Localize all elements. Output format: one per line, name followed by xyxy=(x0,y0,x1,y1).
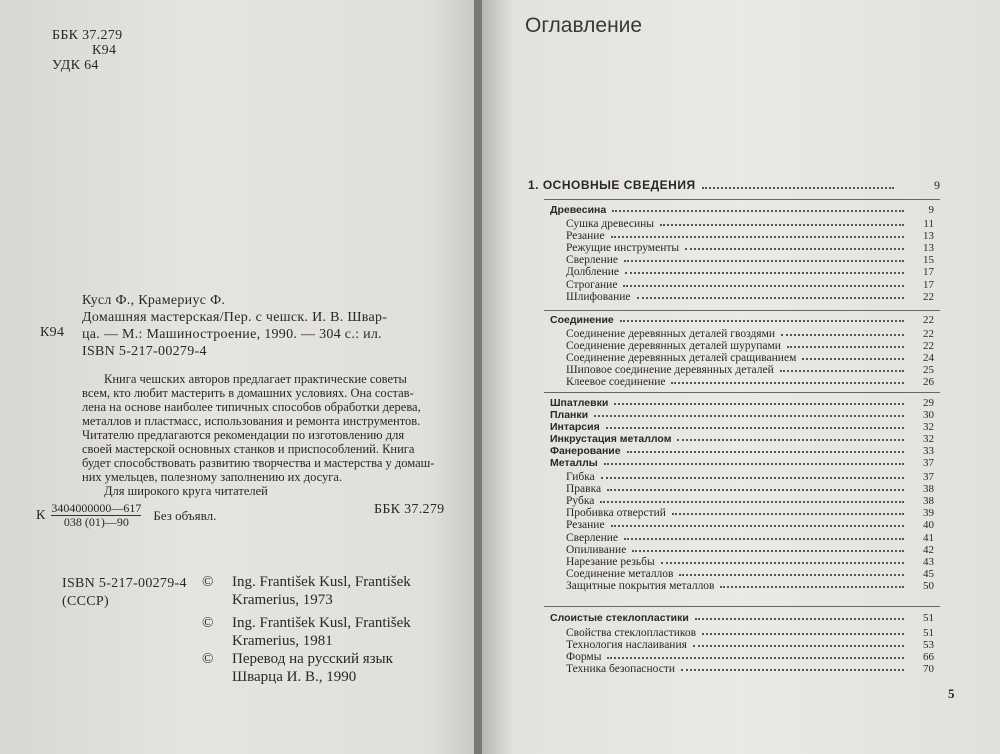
entry-page: 17 xyxy=(923,278,934,291)
authors: Кусл Ф., Крамериус Ф. xyxy=(82,293,226,308)
toc-entry xyxy=(566,364,934,376)
annotation-line: своей мастерской основных станков и приспособлений. Книга xyxy=(82,442,415,456)
dot-leader xyxy=(607,483,904,491)
bbk-footer: ББК 37.279 xyxy=(374,502,445,517)
entry-label: Шлифование xyxy=(566,290,631,303)
toc-chapter xyxy=(528,178,940,193)
code-fraction xyxy=(51,502,141,529)
entry-page: 22 xyxy=(923,314,934,326)
entry-label: Правка xyxy=(566,483,602,496)
toc-entry xyxy=(566,230,934,242)
toc-section xyxy=(550,457,934,469)
left-page xyxy=(0,0,478,754)
dot-leader xyxy=(611,230,904,238)
entry-page: 30 xyxy=(923,409,934,421)
copyright-line: Ing. František Kusl, František xyxy=(232,615,411,631)
toc-entry xyxy=(566,627,934,639)
entry-page: 66 xyxy=(923,651,934,664)
annotation-line: лена на основе наиболее типичных способов обработки дерева, xyxy=(82,400,421,414)
dot-leader xyxy=(781,328,904,336)
entry-page: 32 xyxy=(923,433,934,445)
entry-page: 38 xyxy=(923,483,934,496)
entry-label: Интарсия xyxy=(550,421,600,433)
section-rule xyxy=(544,606,940,607)
toc-entry xyxy=(566,279,934,291)
dot-leader xyxy=(677,433,904,441)
copyright-line: Kramerius, 1973 xyxy=(232,592,333,608)
entry-page: 38 xyxy=(923,495,934,508)
entry-page: 22 xyxy=(923,328,934,340)
entry-page: 17 xyxy=(923,266,934,279)
section-rule xyxy=(544,310,940,311)
dot-leader xyxy=(601,471,904,479)
entry-page: 37 xyxy=(923,471,934,483)
entry-label: Строгание xyxy=(566,278,618,291)
dot-leader xyxy=(693,639,904,647)
toc-entry xyxy=(566,651,934,663)
entry-label: Слоистые стеклопластики xyxy=(550,612,689,624)
entry-label: Шпатлевки xyxy=(550,397,609,409)
chapter-page: 9 xyxy=(934,178,940,192)
toc-entry xyxy=(566,254,934,266)
entry-label: Шиповое соединение деревянных деталей xyxy=(566,364,774,377)
dot-leader xyxy=(604,457,904,465)
toc-entry xyxy=(566,328,934,340)
entry-page: 50 xyxy=(923,579,934,592)
dot-leader xyxy=(625,266,904,274)
dot-leader xyxy=(620,314,904,322)
toc-section xyxy=(550,204,934,216)
toc-section xyxy=(550,397,934,409)
entry-label: Соединение деревянных деталей гвоздями xyxy=(566,328,776,340)
toc-entry xyxy=(566,639,934,651)
isbn-line: ISBN 5-217-00279-4 xyxy=(82,344,207,359)
entry-label: Рубка xyxy=(566,495,595,508)
entry-label: Сверление xyxy=(566,254,618,267)
annotation-line: Для широкого круга читателей xyxy=(104,484,268,498)
entry-page: 22 xyxy=(923,340,934,353)
entry-label: Нарезание резьбы xyxy=(566,555,655,568)
toc-entry xyxy=(566,266,934,278)
entry-label: Свойства стеклопластиков xyxy=(566,627,697,639)
annotation-line: всем, кто любит мастерить в домашних условиях. Она состав- xyxy=(82,386,414,400)
entry-label: Формы xyxy=(566,651,602,664)
copyright-block-2 xyxy=(202,614,411,650)
entry-label: Соединение деревянных деталей шурупами xyxy=(566,340,781,353)
section-rule xyxy=(544,199,940,200)
dot-leader xyxy=(632,544,904,552)
entry-page: 24 xyxy=(923,352,934,365)
k-letter: К xyxy=(36,507,46,523)
udk-header: УДК 64 xyxy=(52,58,99,73)
entry-page: 13 xyxy=(923,230,934,243)
dot-leader xyxy=(661,556,904,564)
entry-label: Резание xyxy=(566,519,605,532)
ussr-label: (СССР) xyxy=(62,594,109,609)
biblio-line-1: Домашняя мастерская/Пер. с чешск. И. В. Швар- xyxy=(82,310,388,325)
dot-leader xyxy=(607,651,904,659)
toc-section xyxy=(550,445,934,457)
toc-entry xyxy=(566,471,934,483)
page-number: 5 xyxy=(948,686,955,701)
k-header: К94 xyxy=(92,43,117,58)
entry-page: 39 xyxy=(923,507,934,520)
annotation xyxy=(82,372,434,498)
dot-leader xyxy=(614,397,904,405)
entry-label: Защитные покрытия металлов xyxy=(566,579,715,592)
toc-entry xyxy=(566,242,934,254)
entry-page: 9 xyxy=(928,204,934,216)
toc-entry xyxy=(566,291,934,303)
entry-page: 15 xyxy=(923,254,934,267)
entry-label: Техника безопасности xyxy=(566,663,675,676)
index-code: К94 xyxy=(40,325,65,340)
dot-leader xyxy=(681,663,904,671)
entry-page: 22 xyxy=(923,290,934,303)
entry-label: Резание xyxy=(566,230,605,243)
toc-section xyxy=(550,421,934,433)
entry-label: Соединение металлов xyxy=(566,567,674,580)
dot-leader xyxy=(660,218,904,226)
entry-label: Пробивка отверстий xyxy=(566,507,666,520)
entry-page: 41 xyxy=(923,531,934,544)
dot-leader xyxy=(611,519,904,527)
entry-label: Сушка древесины xyxy=(566,218,654,230)
entry-page: 43 xyxy=(923,555,934,568)
dot-leader xyxy=(637,291,905,299)
entry-page: 51 xyxy=(923,627,934,639)
toc-entry xyxy=(566,495,934,507)
toc-entry xyxy=(566,483,934,495)
dot-leader xyxy=(606,421,904,429)
entry-label: Опиливание xyxy=(566,543,627,556)
copyright-icon: © xyxy=(202,651,214,667)
dot-leader xyxy=(702,178,894,189)
dot-leader xyxy=(695,612,904,620)
entry-label: Технология наслаивания xyxy=(566,639,687,652)
toc-entry xyxy=(566,376,934,388)
entry-page: 37 xyxy=(923,457,934,469)
entry-label: Режущие инструменты xyxy=(566,242,680,255)
dot-leader xyxy=(672,507,904,515)
dot-leader xyxy=(780,364,904,372)
entry-page: 33 xyxy=(923,445,934,457)
section-rule xyxy=(544,392,940,393)
dot-leader xyxy=(623,279,904,287)
entry-page: 40 xyxy=(923,519,934,532)
copyright-line: Перевод на русский язык xyxy=(232,651,393,667)
chapter-label: 1. ОСНОВНЫЕ СВЕДЕНИЯ xyxy=(528,178,696,192)
annotation-line: металлов и пластмасс, использования и ремонта инструментов. xyxy=(82,414,421,428)
toc-entry xyxy=(566,352,934,364)
toc-entry xyxy=(566,580,934,592)
entry-page: 42 xyxy=(923,543,934,556)
annotation-line: Читателю предлагаются рекомендации по изготовлению для xyxy=(82,428,405,442)
dot-leader xyxy=(612,204,904,212)
toc-entry xyxy=(566,556,934,568)
dot-leader xyxy=(594,409,904,417)
entry-page: 51 xyxy=(923,612,934,624)
isbn-footer: ISBN 5-217-00279-4 xyxy=(62,576,187,591)
entry-page: 25 xyxy=(923,364,934,377)
entry-label: Металлы xyxy=(550,457,598,469)
copyright-line: Kramerius, 1981 xyxy=(232,633,333,649)
entry-page: 26 xyxy=(923,376,934,389)
toc-entry xyxy=(566,663,934,675)
annotation-line: будет способствовать развитию творчества и мастерства у домаш- xyxy=(82,456,435,470)
entry-label: Инкрустация металлом xyxy=(550,433,672,445)
dot-leader xyxy=(600,495,904,503)
bbk-header: ББК 37.279 xyxy=(52,28,123,43)
toc-entry xyxy=(566,519,934,531)
copyright-line: Ing. František Kusl, František xyxy=(232,574,411,590)
toc-section xyxy=(550,314,934,326)
entry-label: Долбление xyxy=(566,266,620,279)
biblio-line-2: ца. — М.: Машиностроение, 1990. — 304 с.: ил. xyxy=(82,327,382,342)
entry-label: Планки xyxy=(550,409,589,421)
entry-label: Клеевое соединение xyxy=(566,376,666,389)
dot-leader xyxy=(802,352,904,360)
toc-entry xyxy=(566,532,934,544)
dot-leader xyxy=(685,242,904,250)
entry-label: Сверление xyxy=(566,531,618,544)
entry-page: 11 xyxy=(923,218,934,230)
entry-page: 32 xyxy=(923,421,934,433)
entry-page: 29 xyxy=(923,397,934,409)
copyright-block-1 xyxy=(202,573,411,609)
toc-entry xyxy=(566,507,934,519)
copyright-icon: © xyxy=(202,615,214,631)
copyright-block-3 xyxy=(202,650,393,686)
entry-page: 45 xyxy=(923,567,934,580)
copyright-icon: © xyxy=(202,574,214,590)
toc-entry xyxy=(566,544,934,556)
fraction-bottom: 038 (01)—90 xyxy=(63,515,129,529)
dot-leader xyxy=(624,532,904,540)
entry-label: Гибка xyxy=(566,471,595,483)
dot-leader xyxy=(720,580,904,588)
entry-page: 70 xyxy=(923,663,934,676)
entry-label: Древесина xyxy=(550,204,607,216)
toc-section xyxy=(550,433,934,445)
entry-label: Фанерование xyxy=(550,445,621,457)
dot-leader xyxy=(679,568,904,576)
dot-leader xyxy=(627,445,904,453)
toc-title: Оглавление xyxy=(525,14,643,37)
toc-entry xyxy=(566,218,934,230)
toc-section xyxy=(550,409,934,421)
no-announce: Без объявл. xyxy=(153,507,217,523)
fraction-top: 3404000000—617 xyxy=(51,501,142,515)
dot-leader xyxy=(702,627,904,635)
entry-page: 53 xyxy=(923,639,934,652)
entry-label: Соединение xyxy=(550,314,614,326)
toc-entry xyxy=(566,340,934,352)
dot-leader xyxy=(671,376,904,384)
dot-leader xyxy=(624,254,904,262)
toc-section xyxy=(550,612,934,624)
entry-label: Соединение деревянных деталей сращиванием xyxy=(566,352,797,365)
entry-page: 13 xyxy=(923,242,934,255)
copyright-line: Шварца И. В., 1990 xyxy=(232,669,357,685)
annotation-line: них умельцев, полезному заполнению их досуга. xyxy=(82,470,343,484)
price-code xyxy=(36,502,216,529)
toc-entry xyxy=(566,568,934,580)
dot-leader xyxy=(787,340,904,348)
annotation-line: Книга чешских авторов предлагает практические советы xyxy=(104,372,407,386)
